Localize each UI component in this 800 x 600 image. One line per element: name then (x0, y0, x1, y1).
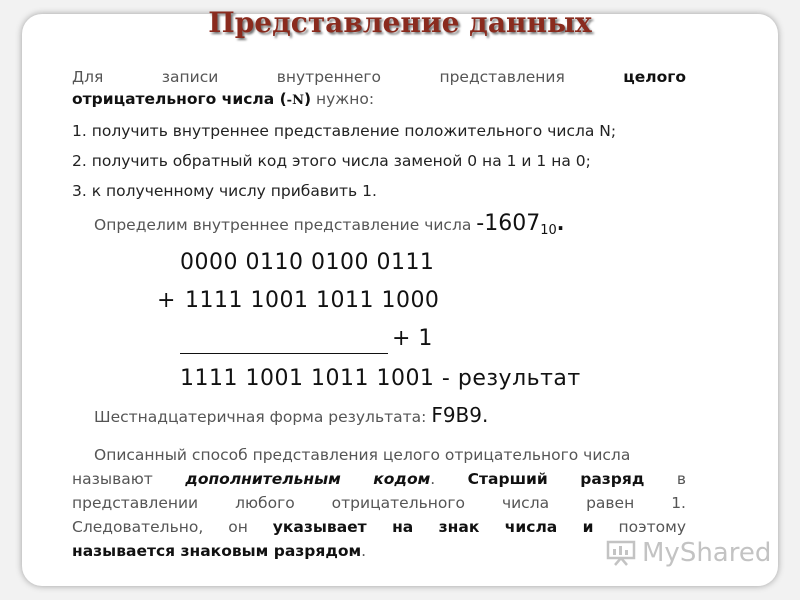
para-word: поэтому (618, 518, 687, 536)
intro-close: ) (303, 90, 312, 108)
para-line-5 (72, 540, 366, 562)
intro-line-2 (72, 88, 686, 112)
para-word: Следовательно, (72, 518, 204, 536)
calc-row-1: 0000 0110 0100 0111 (180, 250, 435, 275)
step-3 (72, 180, 377, 202)
para-word: отрицательного (331, 494, 465, 512)
determine-line (94, 212, 564, 242)
minus-n: -N (286, 93, 304, 108)
hex-line (94, 404, 488, 428)
step-number: 2. (72, 152, 87, 170)
determine-number: -1607 (476, 211, 541, 236)
para-word-bold: разряд (580, 470, 645, 488)
step-number: 1. (72, 122, 87, 140)
para-bold: указывает на знак числа и (272, 518, 594, 536)
hex-text: Шестнадцатеричная форма результата: (94, 408, 432, 426)
step-text: к полученному числу прибавить 1. (91, 182, 377, 200)
determine-text: Определим внутреннее представление числа (94, 216, 477, 234)
calc-underline (180, 353, 388, 354)
para-line-4 (72, 516, 686, 538)
para-word: любого (235, 494, 295, 512)
para-line-3 (72, 492, 686, 514)
watermark-text: MyShared (642, 538, 772, 568)
hex-value: F9B9 (431, 403, 482, 427)
slide-title: Представление данных (208, 6, 592, 39)
step-number: 3. (72, 182, 87, 200)
calc-result: 1111 1001 1011 1001 (180, 366, 435, 391)
para-word: представлении (72, 494, 199, 512)
step-2 (72, 150, 591, 172)
calc-result-line (180, 366, 581, 391)
step-text: получить внутреннее представление положительного числа N; (91, 122, 617, 140)
para-word-bold: Старший (467, 470, 548, 488)
para-line-2 (72, 468, 686, 490)
intro-bold: отрицательного числа ( (72, 90, 287, 108)
intro-word: представления (439, 68, 565, 86)
para-bold: называется знаковым разрядом (72, 542, 362, 560)
determine-base: 10 (540, 223, 557, 239)
para-word: он (228, 518, 248, 536)
intro-word-bold: целого (623, 68, 686, 86)
calc-row-2: 1111 1001 1011 1000 (185, 288, 440, 313)
intro-line-1 (72, 66, 686, 88)
intro-end: нужно: (311, 90, 375, 108)
intro-word: внутреннего (276, 68, 382, 86)
para-word: 1. (671, 494, 686, 512)
intro-word: Для (72, 68, 104, 86)
calc-plus-one: + 1 (392, 326, 433, 351)
para-line-1: Описанный способ представления целого отрицательного числа (94, 446, 631, 464)
para-dot: . (361, 542, 367, 560)
para-dot: . (430, 470, 468, 488)
determine-dot: . (556, 211, 565, 235)
para-word-bold-italic: дополнительным (185, 470, 341, 488)
para-word: называют (72, 470, 153, 488)
intro-word: записи (161, 68, 219, 86)
para-word: числа (501, 494, 550, 512)
step-1 (72, 120, 616, 142)
para-word-bold-italic: кодом (373, 470, 431, 488)
hex-dot: . (482, 403, 489, 427)
para-word: равен (586, 494, 635, 512)
step-text: получить обратный код этого числа заменой 0 на 1 и 1 на 0; (91, 152, 591, 170)
calc-plus: + (157, 288, 176, 313)
myshared-watermark (606, 538, 771, 568)
para-word: в (676, 470, 686, 488)
calc-result-label: - результат (434, 366, 581, 391)
presentation-board-icon (606, 540, 636, 566)
